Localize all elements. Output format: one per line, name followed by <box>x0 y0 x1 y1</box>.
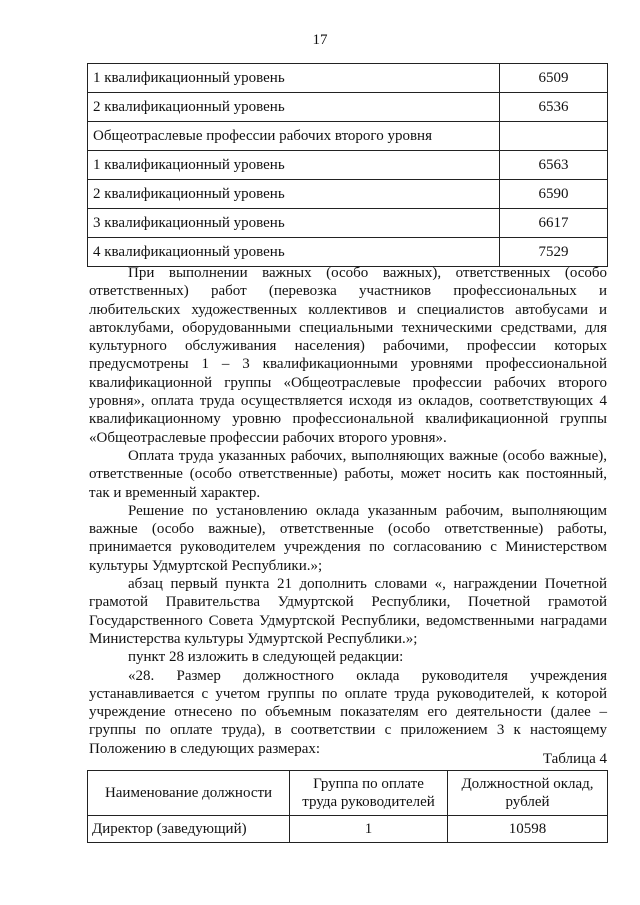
table-header-row <box>88 771 608 816</box>
table-row <box>88 122 608 151</box>
table-row <box>88 180 608 209</box>
paragraph: Оплата труда указанных рабочих, выполняющих важные (особо важные), ответственные (особо ответственные) работы, может носить как постоянный, так и временный характер. <box>89 447 607 501</box>
table-row <box>88 209 608 238</box>
director-salary-table <box>87 770 608 843</box>
salary-value: 6509 <box>500 64 608 93</box>
salary-value: 7529 <box>500 238 608 267</box>
management-group: 1 <box>290 816 448 843</box>
qualification-level-name: 2 квалификационный уровень <box>88 180 500 209</box>
qualification-level-name: 1 квалификационный уровень <box>88 151 500 180</box>
table-row <box>88 816 608 843</box>
qualification-level-name: 2 квалификационный уровень <box>88 93 500 122</box>
qualification-level-name: 3 квалификационный уровень <box>88 209 500 238</box>
salary-value: 6536 <box>500 93 608 122</box>
table-row <box>88 64 608 93</box>
salary-value: 6617 <box>500 209 608 238</box>
salary-value: 10598 <box>448 816 608 843</box>
qualification-level-name: 4 квалификационный уровень <box>88 238 500 267</box>
salary-value <box>500 122 608 151</box>
table-caption: Таблица 4 <box>542 751 607 767</box>
column-header-position: Наименование должности <box>88 771 290 816</box>
salary-table <box>87 63 608 267</box>
table-row <box>88 151 608 180</box>
salary-value: 6590 <box>500 180 608 209</box>
column-header-group: Группа по оплате труда руководителей <box>290 771 448 816</box>
table-row <box>88 238 608 267</box>
column-header-salary: Должностной оклад, рублей <box>448 771 608 816</box>
position-name: Директор (заведующий) <box>88 816 290 843</box>
body-text <box>89 264 607 758</box>
qualification-level-name: 1 квалификационный уровень <box>88 64 500 93</box>
paragraph: «28. Размер должностного оклада руководителя учреждения устанавливается с учетом группы по оплате труда руководителей, к которой учреждение отнесено по объемным показателям его деятельности (далее – группы по оплате труда), в соответствии с приложением 3 к настоящему Положению в следующих размерах: <box>89 667 607 757</box>
paragraph: пункт 28 изложить в следующей редакции: <box>128 649 404 666</box>
paragraph: При выполнении важных (особо важных), ответственных (особо ответственных) работ (перевозка участников профессиональных и любительских художественных коллективов и специалистов автобусами и автоклубами, оборудованными специальными техническими средствами, для культурного обслуживания населения) рабочими, профессии которых предусмотрены 1 – 3 квалификационными уровнями профессиональной квалификационной группы «Общеотраслевые профессии рабочих второго уровня», оплата труда осуществляется исходя из окладов, соответствующих 4 квалификационному уровню профессиональной квалификационной группы «Общеотраслевые профессии рабочих второго уровня». <box>89 265 607 446</box>
paragraph: Решение по установлению оклада указанным рабочим, выполняющим важные (особо важные), ответственные (особо ответственные) работы, принимается руководителем учреждения по согласованию с Министерством культуры Удмуртской Республики.»; <box>89 502 607 574</box>
table-row <box>88 93 608 122</box>
professional-group-name: Общеотраслевые профессии рабочих второго уровня <box>88 122 500 151</box>
page-number: 17 <box>312 32 328 48</box>
paragraph: абзац первый пункта 21 дополнить словами «, награждении Почетной грамотой Правительства Удмуртской Республики, Почетной грамотой Государственного Совета Удмуртской Республики, ведомственными наградами Министерства культуры Удмуртской Республики.»; <box>89 576 607 647</box>
salary-value: 6563 <box>500 151 608 180</box>
